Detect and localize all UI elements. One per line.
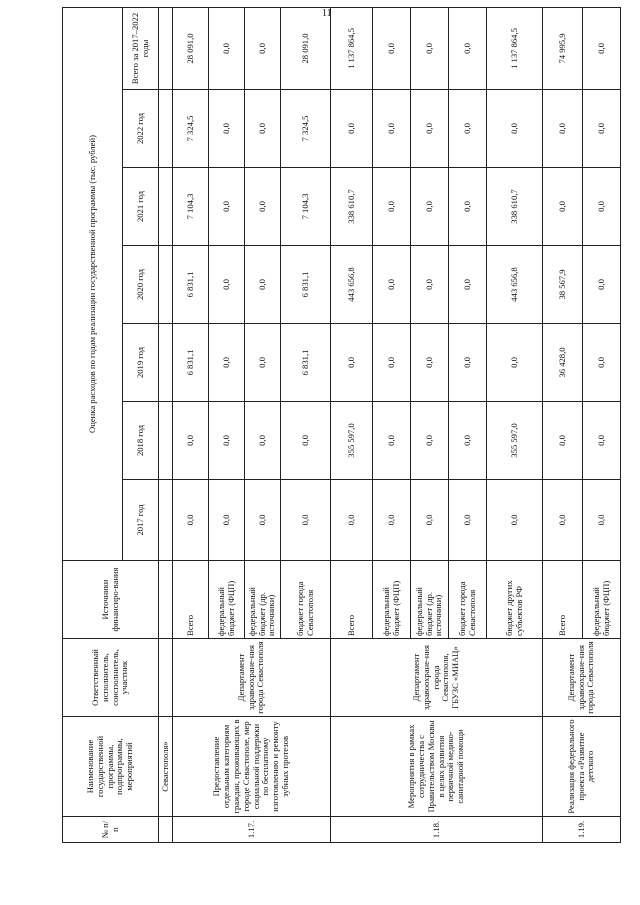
- carry-cell: [159, 480, 173, 561]
- value-cell: 0,0: [245, 168, 281, 246]
- value-cell: 0,0: [411, 324, 449, 402]
- header-year: Всего за 2017–2022 годы: [123, 7, 159, 89]
- value-cell: 0,0: [373, 90, 411, 168]
- header-year: 2017 год: [123, 480, 159, 561]
- value-cell: 0,0: [331, 90, 373, 168]
- header-no: № п/п: [63, 817, 159, 843]
- value-cell: 0,0: [173, 480, 209, 561]
- value-cell: 0,0: [583, 246, 621, 324]
- value-cell: 0,0: [173, 402, 209, 480]
- value-cell: 1 137 864,5: [331, 7, 373, 89]
- source-cell: федеральный бюджет (ФЦП): [583, 561, 621, 639]
- value-cell: 0,0: [411, 246, 449, 324]
- table-body: [159, 7, 621, 842]
- item-name: Мероприятия в рамках сотрудничества с Правительством Москвы в целях развития первичной медико-санитарной помощи: [331, 717, 543, 817]
- source-cell: бюджет города Севастополя: [449, 561, 487, 639]
- item-name: Предоставление отдельным категориям граждан, проживающих в городе Севастополе, мер социальной поддержки по бесплатному изготовлению и ремонту зубных протезов: [173, 717, 331, 817]
- value-cell: 7 324,5: [173, 90, 209, 168]
- value-cell: 0,0: [373, 402, 411, 480]
- value-cell: 0,0: [209, 90, 245, 168]
- value-cell: 7 324,5: [281, 90, 331, 168]
- carry-cell: [159, 324, 173, 402]
- value-cell: 0,0: [209, 324, 245, 402]
- carry-row: [159, 7, 173, 842]
- value-cell: 0,0: [245, 246, 281, 324]
- source-cell: федеральный бюджет (ФЦП): [209, 561, 245, 639]
- value-cell: 355 597,0: [331, 402, 373, 480]
- carry-cell: [159, 168, 173, 246]
- value-cell: 0,0: [583, 324, 621, 402]
- carry-cell: [159, 402, 173, 480]
- value-cell: 0,0: [543, 90, 583, 168]
- carry-no: [159, 817, 173, 843]
- value-cell: 6 831,1: [281, 246, 331, 324]
- header-year: 2021 год: [123, 168, 159, 246]
- value-cell: 0,0: [245, 324, 281, 402]
- item-executor: Департамент здравоохране-ния города Севастополя: [543, 639, 621, 717]
- value-cell: 0,0: [449, 168, 487, 246]
- value-cell: 0,0: [245, 480, 281, 561]
- value-cell: 0,0: [449, 324, 487, 402]
- value-cell: 0,0: [331, 480, 373, 561]
- value-cell: 1 137 864,5: [487, 7, 543, 89]
- source-cell: федеральный бюджет (др. источники): [245, 561, 281, 639]
- source-cell: Всего: [543, 561, 583, 639]
- table-row: [173, 7, 209, 842]
- carry-name: Севастополя»: [159, 717, 173, 817]
- item-number: 1.19.: [543, 817, 621, 843]
- value-cell: 28 091,0: [173, 7, 209, 89]
- header-year: 2022 год: [123, 90, 159, 168]
- value-cell: 7 104,3: [173, 168, 209, 246]
- value-cell: 0,0: [209, 480, 245, 561]
- value-cell: 0,0: [543, 402, 583, 480]
- value-cell: 338 610,7: [331, 168, 373, 246]
- value-cell: 0,0: [583, 402, 621, 480]
- table-row: [543, 7, 583, 842]
- value-cell: 443 656,8: [487, 246, 543, 324]
- header-sources: Источники финансиро-вания: [63, 561, 159, 639]
- carry-cell: [159, 90, 173, 168]
- value-cell: 0,0: [209, 246, 245, 324]
- value-cell: 0,0: [245, 402, 281, 480]
- value-cell: 28 091,0: [281, 7, 331, 89]
- value-cell: 0,0: [449, 246, 487, 324]
- value-cell: 0,0: [543, 480, 583, 561]
- header-executor: Ответственный исполнитель, соисполнитель, участник: [63, 639, 159, 717]
- value-cell: 0,0: [583, 480, 621, 561]
- value-cell: 0,0: [411, 480, 449, 561]
- value-cell: 338 610,7: [487, 168, 543, 246]
- item-number: 1.17.: [173, 817, 331, 843]
- value-cell: 0,0: [449, 90, 487, 168]
- value-cell: 0,0: [373, 324, 411, 402]
- table-row: [331, 7, 373, 842]
- value-cell: 0,0: [209, 402, 245, 480]
- header-year: 2018 год: [123, 402, 159, 480]
- header-year: 2020 год: [123, 246, 159, 324]
- value-cell: 0,0: [487, 90, 543, 168]
- header-name: Наименование государственной программы, подпрограммы, мероприятий: [63, 717, 159, 817]
- value-cell: 0,0: [331, 324, 373, 402]
- carry-cell: [159, 561, 173, 639]
- source-cell: Всего: [331, 561, 373, 639]
- value-cell: 0,0: [487, 324, 543, 402]
- value-cell: 0,0: [583, 7, 621, 89]
- value-cell: 0,0: [411, 7, 449, 89]
- value-cell: 6 831,1: [281, 324, 331, 402]
- value-cell: 0,0: [543, 168, 583, 246]
- value-cell: 38 567,9: [543, 246, 583, 324]
- item-executor: Департамент здравоохране-ния города Севастополя: [173, 639, 331, 717]
- page-number: 11: [322, 8, 332, 19]
- value-cell: 0,0: [281, 480, 331, 561]
- value-cell: 0,0: [281, 402, 331, 480]
- value-cell: 0,0: [583, 90, 621, 168]
- value-cell: 0,0: [373, 168, 411, 246]
- value-cell: 0,0: [245, 7, 281, 89]
- budget-table: [62, 7, 621, 843]
- rotated-table-container: [62, 8, 637, 843]
- value-cell: 0,0: [411, 90, 449, 168]
- item-executor: Департамент здравоохране-ния города Севастополя, ГБУЗС «МИАЦ»: [331, 639, 543, 717]
- source-cell: федеральный бюджет (ФЦП): [373, 561, 411, 639]
- value-cell: 7 104,3: [281, 168, 331, 246]
- header-year: 2019 год: [123, 324, 159, 402]
- item-number: 1.18.: [331, 817, 543, 843]
- value-cell: 0,0: [245, 90, 281, 168]
- source-cell: бюджет других субъектов РФ: [487, 561, 543, 639]
- item-name: Реализация федерального проекта «Развитие детского: [543, 717, 621, 817]
- value-cell: 0,0: [373, 246, 411, 324]
- value-cell: 0,0: [209, 7, 245, 89]
- value-cell: 443 656,8: [331, 246, 373, 324]
- value-cell: 36 428,0: [543, 324, 583, 402]
- value-cell: 0,0: [449, 402, 487, 480]
- value-cell: 0,0: [583, 168, 621, 246]
- source-cell: бюджет города Севастополя: [281, 561, 331, 639]
- source-cell: Всего: [173, 561, 209, 639]
- value-cell: 0,0: [209, 168, 245, 246]
- header-estimate: Оценка расходов по годам реализации государственной программы (тыс. рублей): [63, 7, 123, 560]
- value-cell: 6 831,1: [173, 324, 209, 402]
- value-cell: 0,0: [449, 7, 487, 89]
- value-cell: 0,0: [373, 7, 411, 89]
- source-cell: федеральный бюджет (др. источники): [411, 561, 449, 639]
- carry-cell: [159, 246, 173, 324]
- value-cell: 0,0: [411, 168, 449, 246]
- value-cell: 0,0: [487, 480, 543, 561]
- value-cell: 6 831,1: [173, 246, 209, 324]
- value-cell: 0,0: [373, 480, 411, 561]
- value-cell: 74 995,9: [543, 7, 583, 89]
- carry-cell: [159, 7, 173, 89]
- value-cell: 0,0: [449, 480, 487, 561]
- carry-cell: [159, 639, 173, 717]
- value-cell: 0,0: [411, 402, 449, 480]
- value-cell: 355 597,0: [487, 402, 543, 480]
